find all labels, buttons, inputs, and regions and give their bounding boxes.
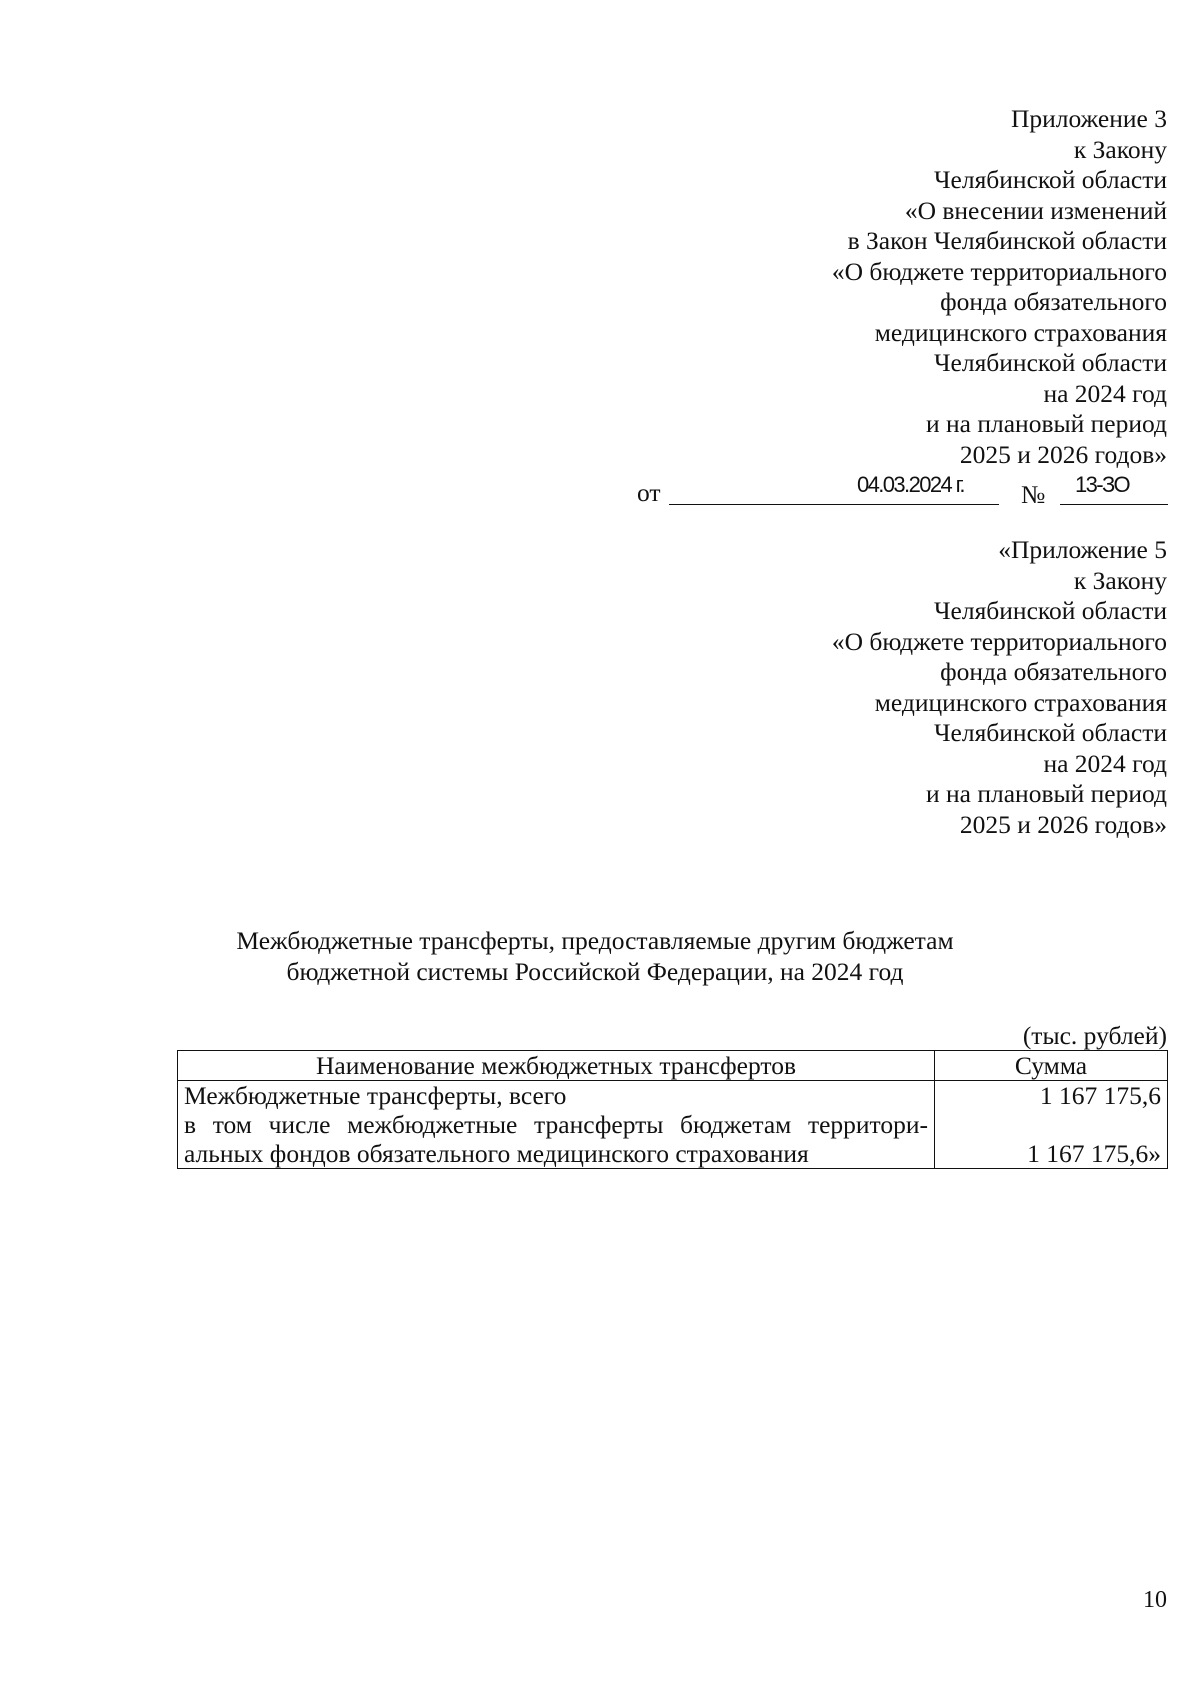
appendix-5-line: медицинского страхования [874,687,1167,717]
units-label: (тыс. рублей) [1022,1021,1167,1050]
number-sign: № [1021,480,1046,509]
appendix-3-line: 2025 и 2026 годов» [959,439,1167,469]
transfers-table [177,1050,1168,1169]
row-name-line-1: в том числе межбюджетные трансферты бюджетам территори- [184,1110,928,1139]
appendix-5-line: «О бюджете территориального [831,626,1167,656]
appendix-5-line: Челябинской области [933,718,1167,747]
decree-reference [637,470,1168,509]
appendix-5-line: 2025 и 2026 годов» [959,809,1167,839]
page-number: 10 [1143,1587,1167,1613]
row-name-cell [178,1081,935,1169]
appendix-5-line: и на плановый период [926,779,1167,808]
appendix-3-line: Челябинской области [933,348,1167,377]
appendix-3-line: «О внесении изменений [904,195,1167,225]
appendix-5-line: «Приложение 5 [998,535,1167,564]
title-line-2: бюджетной системы Российской Федерации, на 2024 год [286,957,904,986]
date-underline [669,504,999,505]
appendix-3-line: Челябинской области [933,165,1167,194]
appendix-5-line: к Закону [1073,565,1167,595]
appendix-3-line: «О бюджете территориального [831,256,1167,286]
appendix-3-line: в Закон Челябинской области [847,226,1167,255]
appendix-5-line: Челябинской области [933,596,1167,625]
appendix-3-line: фонда обязательного [940,287,1167,316]
table-header-row [178,1051,1168,1081]
appendix-5-line: фонда обязательного [940,657,1167,686]
decree-number: 13-ЗО [1075,472,1129,497]
title-line-1: Межбюджетные трансферты, предоставляемые другим бюджетам [236,926,954,955]
appendix-3-line: Приложение 3 [1011,104,1167,133]
row-name-total: Межбюджетные трансферты, всего [184,1081,567,1110]
header-amount: Сумма [935,1051,1168,1081]
row-name-line-2: альных фондов обязательного медицинского страхования [184,1139,809,1168]
appendix-5-line: на 2024 год [1043,748,1167,778]
appendix-3-header [567,104,1167,470]
table-row [178,1081,1168,1169]
row-amount-territorial: 1 167 175,6» [1027,1139,1161,1168]
appendix-3-line: к Закону [1073,134,1167,164]
amount-spacer [941,1110,1161,1139]
appendix-5-header [567,535,1167,840]
decree-from-label: от [637,478,661,507]
row-amount-total: 1 167 175,6 [1039,1081,1161,1110]
header-name: Наименование межбюджетных трансфертов [178,1051,935,1081]
document-title [180,925,1010,987]
appendix-3-line: и на плановый период [926,409,1167,438]
row-amount-cell [935,1081,1168,1169]
appendix-3-line: на 2024 год [1043,378,1167,408]
appendix-3-line: медицинского страхования [874,317,1167,347]
number-underline [1060,504,1168,505]
decree-date: 04.03.2024 г. [857,472,964,497]
